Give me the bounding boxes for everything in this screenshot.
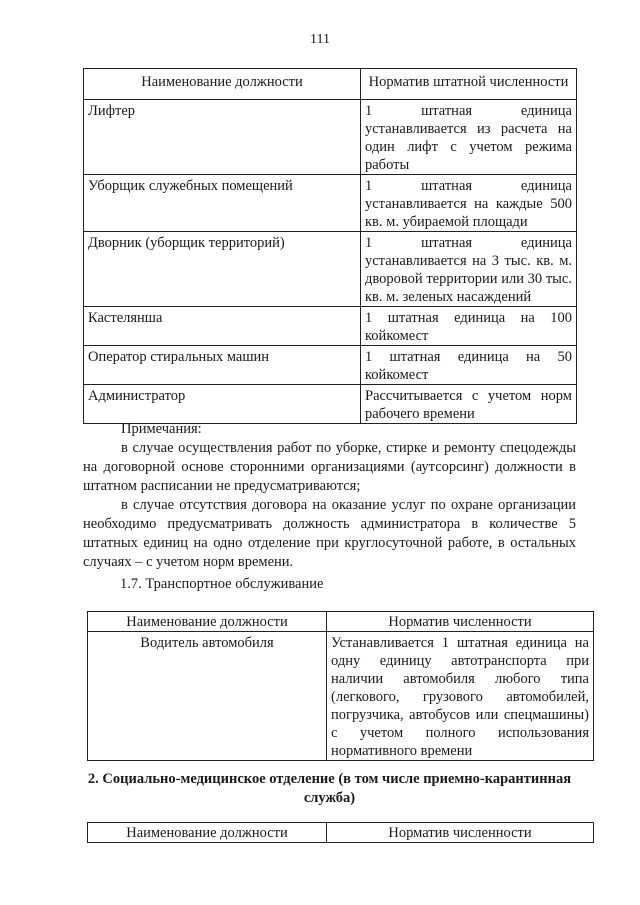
position-cell: Кастелянша <box>84 307 361 346</box>
position-cell: Дворник (уборщик территорий) <box>84 232 361 307</box>
table-row <box>84 175 577 232</box>
header-norm: Норматив численности <box>327 612 594 632</box>
header-norm: Норматив численности <box>327 823 594 843</box>
table-row <box>84 385 577 424</box>
position-cell: Администратор <box>84 385 361 424</box>
norm-cell: 1 штатная единица устанавливается на каждые 500 кв. м. убираемой площади <box>361 175 577 232</box>
table-header-row <box>84 69 577 100</box>
position-cell: Уборщик служебных помещений <box>84 175 361 232</box>
position-cell: Оператор стиральных машин <box>84 346 361 385</box>
table-header-row <box>88 823 594 843</box>
table-row <box>84 307 577 346</box>
norm-cell: 1 штатная единица устанавливается из расчета на один лифт с учетом режима работы <box>361 100 577 175</box>
header-position: Наименование должности <box>88 823 327 843</box>
staffing-table-social-medical <box>87 822 594 843</box>
position-cell: Водитель автомобиля <box>88 632 327 761</box>
notes-block <box>83 420 576 572</box>
table-header-row <box>88 612 594 632</box>
norm-cell: Устанавливается 1 штатная единица на одну единицу автотранспорта при наличии автомобиля любого типа (легкового, грузового автомобилей, погрузчика, автобусов или спецмашины) с учетом полного использования нормативного времени <box>327 632 594 761</box>
norm-cell: 1 штатная единица устанавливается на 3 тыс. кв. м. дворовой территории или 30 тыс. кв. м. зеленых насаждений <box>361 232 577 307</box>
table-row <box>84 346 577 385</box>
table-row <box>84 100 577 175</box>
note-item: в случае отсутствия договора на оказание услуг по охране организации необходимо предусматривать должность администратора в количестве 5 штатных единиц на одно отделение при круглосуточной работе, в остальных случаях – с учетом норм времени. <box>83 497 576 570</box>
position-cell: Лифтер <box>84 100 361 175</box>
section-heading-transport: 1.7. Транспортное обслуживание <box>120 576 324 592</box>
header-position: Наименование должности <box>88 612 327 632</box>
note-item: в случае осуществления работ по уборке, стирке и ремонту спецодежды на договорной основе сторонними организациями (аутсорсинг) должности в штатном расписании не предусматриваются; <box>83 440 576 494</box>
notes-title: Примечания: <box>121 421 202 437</box>
norm-cell: 1 штатная единица на 100 койкомест <box>361 307 577 346</box>
table-row <box>88 632 594 761</box>
table-row <box>84 232 577 307</box>
staffing-table-service <box>83 68 577 424</box>
norm-cell: Рассчитывается с учетом норм рабочего времени <box>361 385 577 424</box>
norm-cell: 1 штатная единица на 50 койкомест <box>361 346 577 385</box>
header-position: Наименование должности <box>84 69 361 100</box>
header-norm: Норматив штатной численности <box>361 69 577 100</box>
page-number: 111 <box>310 32 330 47</box>
staffing-table-transport <box>87 611 594 761</box>
section-heading-social-medical: 2. Социально-медицинское отделение (в том числе приемно-карантинная служба) <box>87 771 572 806</box>
